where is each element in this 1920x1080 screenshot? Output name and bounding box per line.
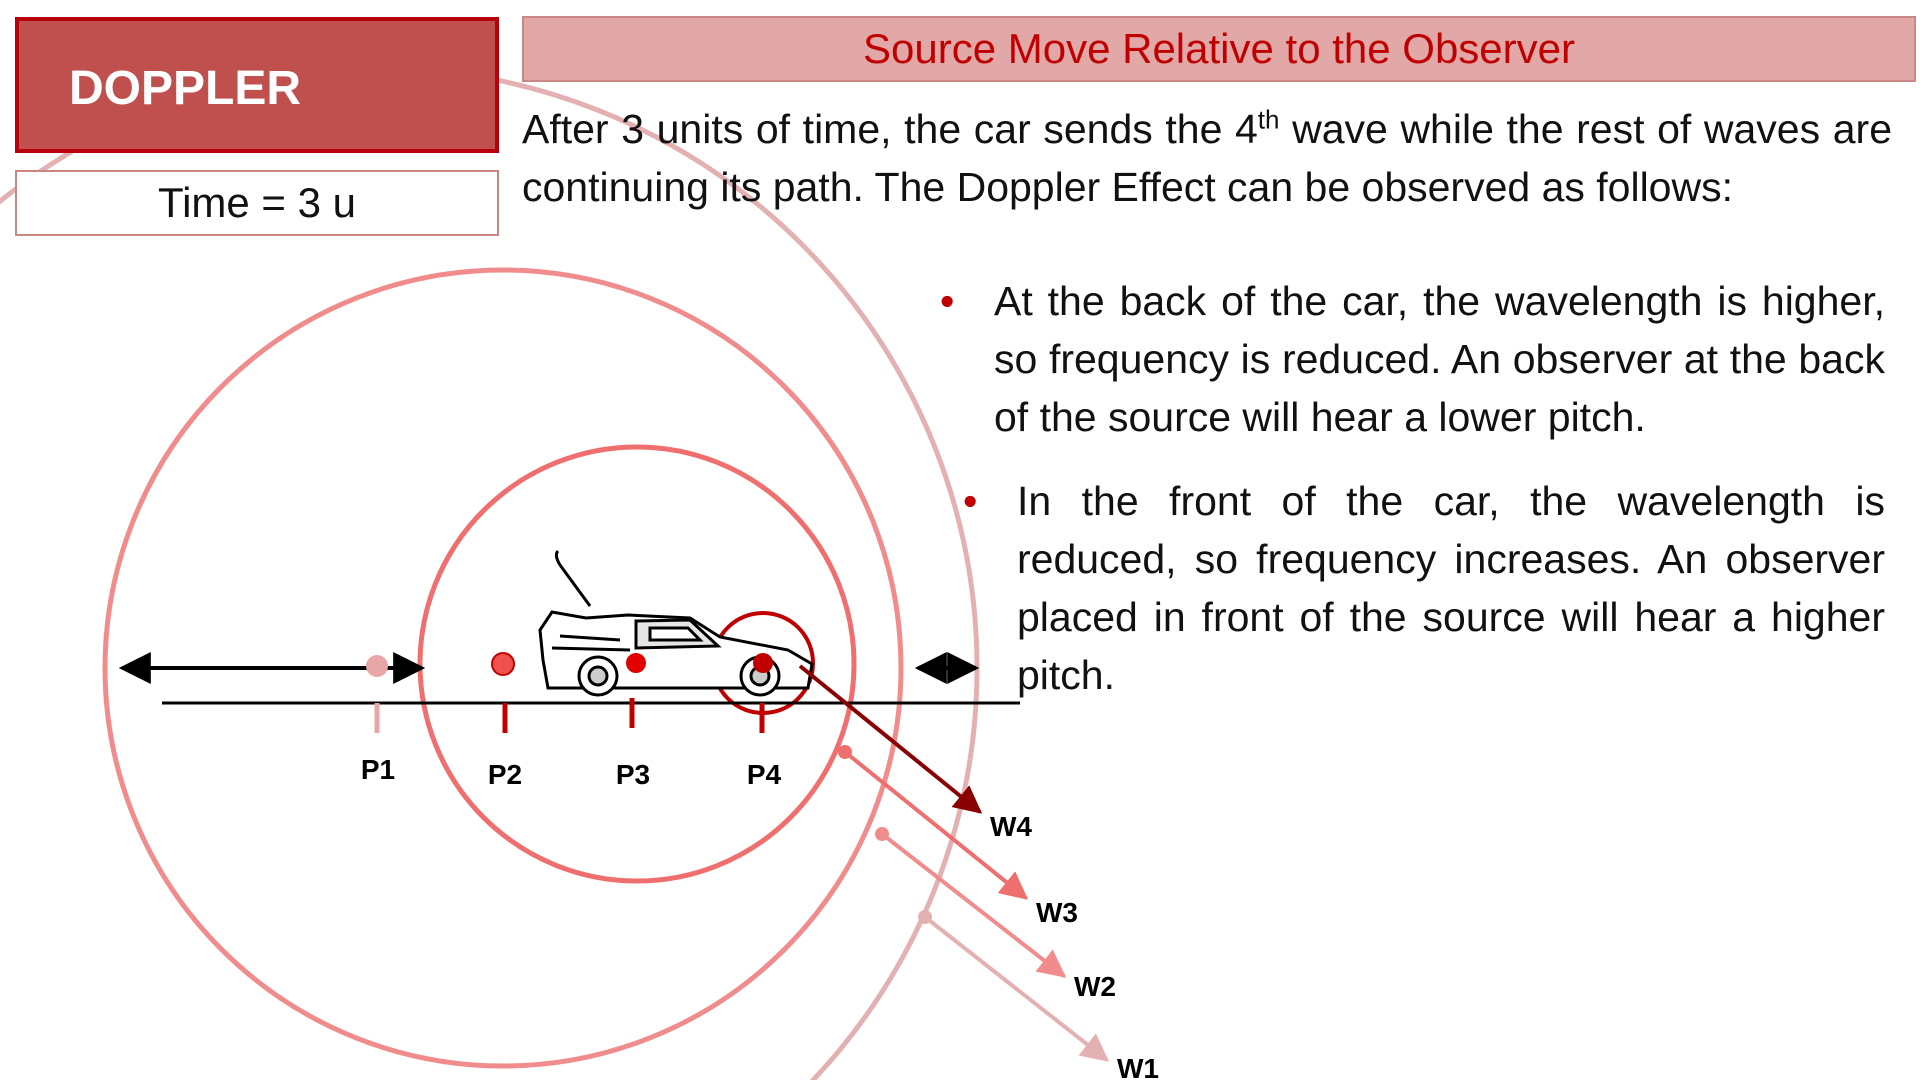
wave-label-w3: W3	[1036, 897, 1078, 928]
slide-subtitle: Source Move Relative to the Observer	[522, 16, 1916, 82]
position-label-p1: P1	[360, 754, 396, 785]
source-point-p3	[626, 653, 646, 673]
intro-text-part1: After 3 units of time, the car sends the 4	[522, 106, 1258, 152]
wave-label-w1: W1	[1117, 1053, 1159, 1080]
intro-paragraph	[522, 100, 1892, 216]
position-label-p3: P3	[615, 759, 651, 790]
intro-superscript: th	[1257, 104, 1280, 135]
time-label: Time = 3 u	[15, 170, 499, 236]
intro-text-part2: wave while the rest of waves are continuing its path. The Doppler Effect can be observed as follows:	[522, 106, 1892, 210]
bullet-front-of-car: • In the front of the car, the wavelength is reduced, so frequency increases. An observer placed in front of the source will hear a higher pitch.	[940, 472, 1885, 704]
wave-label-w2: W2	[1074, 971, 1116, 1002]
bullet-back-of-car: • At the back of the car, the wavelength is higher, so frequency is reduced. An observer at the back of the source will hear a lower pitch.	[940, 272, 1885, 446]
slide-title: DOPPLER	[15, 17, 499, 153]
bullet-list	[940, 272, 1885, 730]
car-icon	[540, 551, 812, 695]
wave-label-w4: W4	[990, 811, 1032, 842]
position-label-p4: P4	[746, 759, 782, 790]
position-label-p2: P2	[487, 759, 523, 790]
source-point-p1	[366, 655, 388, 677]
source-point-p4	[753, 653, 773, 673]
source-point-p2	[492, 653, 514, 675]
